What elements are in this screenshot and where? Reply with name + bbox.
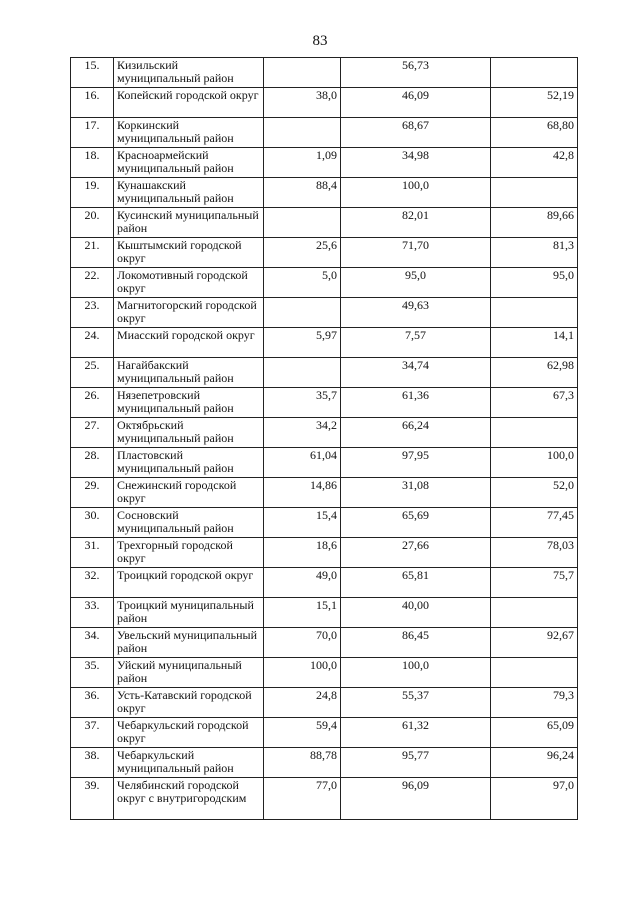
municipality-name: Нагайбакский муниципальный район	[114, 358, 264, 388]
table-row	[71, 448, 578, 478]
table-row	[71, 568, 578, 598]
value-col-2: 100,0	[341, 658, 491, 688]
row-number: 17.	[71, 118, 114, 148]
value-col-1: 15,1	[264, 598, 341, 628]
value-col-2: 82,01	[341, 208, 491, 238]
row-number: 35.	[71, 658, 114, 688]
value-col-2: 66,24	[341, 418, 491, 448]
value-col-1: 15,4	[264, 508, 341, 538]
value-col-3	[491, 598, 578, 628]
row-number: 38.	[71, 748, 114, 778]
table-row	[71, 598, 578, 628]
value-col-3	[491, 418, 578, 448]
row-number: 27.	[71, 418, 114, 448]
value-col-3: 97,0	[491, 778, 578, 820]
municipality-name: Октябрьский муниципальный район	[114, 418, 264, 448]
row-number: 24.	[71, 328, 114, 358]
value-col-1: 70,0	[264, 628, 341, 658]
row-number: 21.	[71, 238, 114, 268]
value-col-1: 5,0	[264, 268, 341, 298]
table-row	[71, 538, 578, 568]
row-number: 32.	[71, 568, 114, 598]
municipality-name: Челябинский городской округ с внутригородским	[114, 778, 264, 820]
value-col-1: 14,86	[264, 478, 341, 508]
value-col-1: 100,0	[264, 658, 341, 688]
value-col-2: 31,08	[341, 478, 491, 508]
municipality-name: Усть-Катавский городской округ	[114, 688, 264, 718]
municipality-name: Троицкий муниципальный район	[114, 598, 264, 628]
value-col-2: 65,81	[341, 568, 491, 598]
municipality-name: Снежинский городской округ	[114, 478, 264, 508]
row-number: 29.	[71, 478, 114, 508]
value-col-3: 75,7	[491, 568, 578, 598]
value-col-2: 95,0	[341, 268, 491, 298]
municipality-name: Трехгорный городской округ	[114, 538, 264, 568]
table-body	[71, 58, 578, 820]
value-col-2: 55,37	[341, 688, 491, 718]
value-col-1: 25,6	[264, 238, 341, 268]
municipality-name: Троицкий городской округ	[114, 568, 264, 598]
table-row	[71, 478, 578, 508]
value-col-2: 100,0	[341, 178, 491, 208]
value-col-1: 34,2	[264, 418, 341, 448]
value-col-1: 5,97	[264, 328, 341, 358]
row-number: 18.	[71, 148, 114, 178]
municipality-name: Увельский муниципальный район	[114, 628, 264, 658]
table-row	[71, 178, 578, 208]
value-col-3: 89,66	[491, 208, 578, 238]
table-row	[71, 328, 578, 358]
value-col-3: 65,09	[491, 718, 578, 748]
value-col-1	[264, 298, 341, 328]
municipality-name: Коркинский муниципальный район	[114, 118, 264, 148]
value-col-1: 88,4	[264, 178, 341, 208]
value-col-2: 40,00	[341, 598, 491, 628]
table-row	[71, 148, 578, 178]
value-col-3	[491, 658, 578, 688]
value-col-3: 79,3	[491, 688, 578, 718]
table-row	[71, 118, 578, 148]
value-col-3: 100,0	[491, 448, 578, 478]
municipality-name: Кыштымский городской округ	[114, 238, 264, 268]
row-number: 33.	[71, 598, 114, 628]
value-col-3	[491, 298, 578, 328]
row-number: 31.	[71, 538, 114, 568]
table-row	[71, 88, 578, 118]
value-col-3: 78,03	[491, 538, 578, 568]
table-row	[71, 688, 578, 718]
row-number: 25.	[71, 358, 114, 388]
row-number: 15.	[71, 58, 114, 88]
value-col-2: 61,36	[341, 388, 491, 418]
row-number: 23.	[71, 298, 114, 328]
table-row	[71, 268, 578, 298]
row-number: 20.	[71, 208, 114, 238]
value-col-2: 7,57	[341, 328, 491, 358]
table-row	[71, 418, 578, 448]
value-col-1	[264, 118, 341, 148]
row-number: 26.	[71, 388, 114, 418]
municipality-name: Копейский городской округ	[114, 88, 264, 118]
value-col-1: 1,09	[264, 148, 341, 178]
value-col-2: 71,70	[341, 238, 491, 268]
table-row	[71, 628, 578, 658]
value-col-3: 14,1	[491, 328, 578, 358]
value-col-2: 34,98	[341, 148, 491, 178]
value-col-2: 49,63	[341, 298, 491, 328]
value-col-3: 92,67	[491, 628, 578, 658]
value-col-2: 27,66	[341, 538, 491, 568]
row-number: 39.	[71, 778, 114, 820]
value-col-1: 88,78	[264, 748, 341, 778]
value-col-2: 34,74	[341, 358, 491, 388]
table-row	[71, 58, 578, 88]
value-col-1: 61,04	[264, 448, 341, 478]
table-row	[71, 238, 578, 268]
value-col-2: 46,09	[341, 88, 491, 118]
row-number: 16.	[71, 88, 114, 118]
value-col-2: 86,45	[341, 628, 491, 658]
municipality-name: Магнитогорский городской округ	[114, 298, 264, 328]
value-col-1: 18,6	[264, 538, 341, 568]
value-col-1	[264, 358, 341, 388]
value-col-3: 67,3	[491, 388, 578, 418]
municipality-name: Сосновский муниципальный район	[114, 508, 264, 538]
municipality-name: Кунашакский муниципальный район	[114, 178, 264, 208]
row-number: 36.	[71, 688, 114, 718]
value-col-1	[264, 208, 341, 238]
value-col-3	[491, 58, 578, 88]
value-col-3: 68,80	[491, 118, 578, 148]
value-col-1: 35,7	[264, 388, 341, 418]
value-col-2: 95,77	[341, 748, 491, 778]
value-col-1	[264, 58, 341, 88]
value-col-3: 81,3	[491, 238, 578, 268]
value-col-3: 95,0	[491, 268, 578, 298]
municipality-name: Кусинский муниципальный район	[114, 208, 264, 238]
value-col-2: 96,09	[341, 778, 491, 820]
value-col-1: 77,0	[264, 778, 341, 820]
value-col-3: 62,98	[491, 358, 578, 388]
table-row	[71, 778, 578, 820]
value-col-2: 68,67	[341, 118, 491, 148]
table-row	[71, 718, 578, 748]
value-col-3: 42,8	[491, 148, 578, 178]
municipality-name: Кизильский муниципальный район	[114, 58, 264, 88]
value-col-2: 65,69	[341, 508, 491, 538]
municipality-name: Локомотивный городской округ	[114, 268, 264, 298]
value-col-3: 96,24	[491, 748, 578, 778]
value-col-3: 77,45	[491, 508, 578, 538]
table-row	[71, 658, 578, 688]
table-row	[71, 208, 578, 238]
row-number: 22.	[71, 268, 114, 298]
row-number: 19.	[71, 178, 114, 208]
page-number: 83	[312, 33, 328, 49]
table-row	[71, 298, 578, 328]
municipality-name: Чебаркульский городской округ	[114, 718, 264, 748]
value-col-3: 52,0	[491, 478, 578, 508]
municipality-name: Нязепетровский муниципальный район	[114, 388, 264, 418]
data-table	[70, 57, 578, 820]
value-col-3: 52,19	[491, 88, 578, 118]
value-col-2: 61,32	[341, 718, 491, 748]
table-row	[71, 358, 578, 388]
value-col-2: 56,73	[341, 58, 491, 88]
row-number: 30.	[71, 508, 114, 538]
municipality-name: Миасский городской округ	[114, 328, 264, 358]
value-col-1: 24,8	[264, 688, 341, 718]
table-row	[71, 508, 578, 538]
table-row	[71, 388, 578, 418]
row-number: 28.	[71, 448, 114, 478]
row-number: 34.	[71, 628, 114, 658]
municipality-name: Пластовский муниципальный район	[114, 448, 264, 478]
value-col-3	[491, 178, 578, 208]
row-number: 37.	[71, 718, 114, 748]
value-col-2: 97,95	[341, 448, 491, 478]
value-col-1: 49,0	[264, 568, 341, 598]
municipality-name: Красноармейский муниципальный район	[114, 148, 264, 178]
value-col-1: 38,0	[264, 88, 341, 118]
municipality-name: Уйский муниципальный район	[114, 658, 264, 688]
value-col-1: 59,4	[264, 718, 341, 748]
municipality-name: Чебаркульский муниципальный район	[114, 748, 264, 778]
table-row	[71, 748, 578, 778]
